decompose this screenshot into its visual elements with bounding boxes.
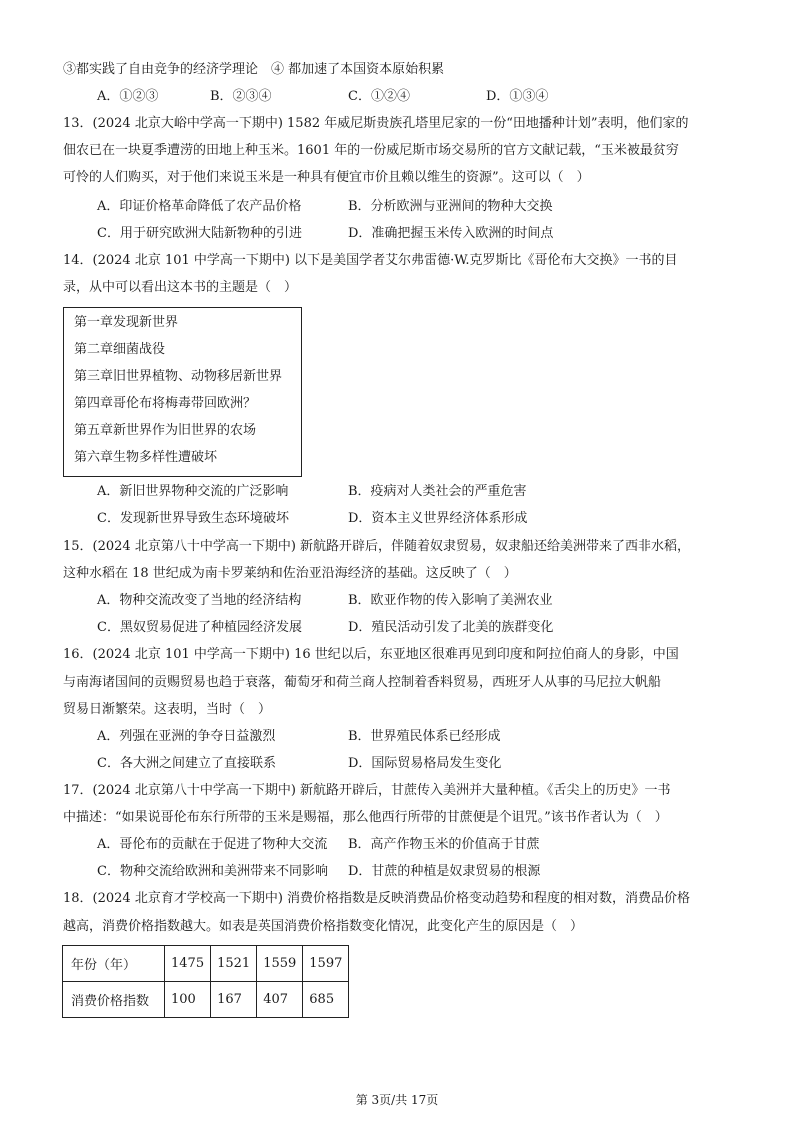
- q16-option-a[interactable]: A．列强在亚洲的争夺日益激烈: [97, 729, 276, 744]
- cpi-cell: 407: [257, 982, 303, 1018]
- row-header-year: 年份（年）: [63, 946, 165, 982]
- q13-option-b[interactable]: B．分析欧洲与亚洲间的物种大交换: [348, 199, 553, 214]
- q14-option-a[interactable]: A．新旧世界物种交流的广泛影响: [97, 484, 289, 499]
- q16-option-b[interactable]: B．世界殖民体系已经形成: [348, 729, 501, 744]
- q14-option-d[interactable]: D．资本主义世界经济体系形成: [348, 511, 528, 526]
- year-cell: 1597: [303, 946, 349, 982]
- q15-text-line-1: 15．(2024 北京第八十中学高一下期中) 新航路开辟后，伴随着奴隶贸易，奴隶船还给美洲带来了西非水稻，: [63, 539, 691, 554]
- q13-text-line-2: 佃农已在一块夏季遭涝的田地上种玉米。1601 年的一份威尼斯市场交易所的官方文献记载，“玉米被最贫穷: [63, 143, 679, 158]
- option-c[interactable]: C．①②④: [348, 89, 410, 104]
- table-of-contents-box: [63, 307, 302, 477]
- q15-option-b[interactable]: B．欧亚作物的传入影响了美洲农业: [348, 593, 553, 608]
- toc-chapter-2: 第二章细菌战役: [74, 342, 166, 357]
- page-footer: 第 3页/共 17页: [355, 1093, 439, 1107]
- option-d[interactable]: D．①③④: [486, 89, 549, 104]
- q13-option-a[interactable]: A．印证价格革命降低了农产品价格: [97, 199, 302, 214]
- toc-chapter-4: 第四章哥伦布将梅毒带回欧洲？: [74, 396, 257, 411]
- q18-text-line-1: 18．(2024 北京育才学校高一下期中) 消费价格指数是反映消费品价格变动趋势和程度的相对数，消费品价格: [63, 891, 691, 906]
- cpi-table: [62, 945, 349, 1018]
- q15-option-a[interactable]: A．物种交流改变了当地的经济结构: [97, 593, 302, 608]
- q13-option-d[interactable]: D．准确把握玉米传入欧洲的时间点: [348, 226, 554, 241]
- q16-text-line-3: 贸易日渐繁荣。这表明，当时（ ）: [63, 702, 272, 717]
- year-cell: 1521: [211, 946, 257, 982]
- statement-line: ③都实践了自由竞争的经济学理论 ④ 都加速了本国资本原始积累: [63, 62, 445, 77]
- toc-chapter-5: 第五章新世界作为旧世界的农场: [74, 423, 257, 438]
- toc-chapter-1: 第一章发现新世界: [74, 315, 179, 330]
- year-cell: 1559: [257, 946, 303, 982]
- cpi-cell: 685: [303, 982, 349, 1018]
- option-a[interactable]: A．①②③: [97, 89, 159, 104]
- q13-text-line-1: 13．(2024 北京大峪中学高一下期中) 1582 年威尼斯贵族孔塔里尼家的一份“田地播种计划”表明，他们家的: [63, 116, 689, 131]
- table-row: [63, 982, 349, 1018]
- year-cell: 1475: [165, 946, 211, 982]
- q16-option-d[interactable]: D．国际贸易格局发生变化: [348, 756, 502, 771]
- q16-option-c[interactable]: C．各大洲之间建立了直接联系: [97, 756, 276, 771]
- q14-text-line-1: 14．(2024 北京 101 中学高一下期中) 以下是美国学者艾尔弗雷德·W.克罗斯比《哥伦布大交换》一书的目: [63, 253, 678, 268]
- q13-option-c[interactable]: C．用于研究欧洲大陆新物种的引进: [97, 226, 302, 241]
- toc-chapter-3: 第三章旧世界植物、动物移居新世界: [74, 369, 283, 384]
- q17-option-b[interactable]: B．高产作物玉米的价值高于甘蔗: [348, 837, 540, 852]
- q17-option-a[interactable]: A．哥伦布的贡献在于促进了物种大交流: [97, 837, 328, 852]
- cpi-cell: 100: [165, 982, 211, 1018]
- toc-chapter-6: 第六章生物多样性遭破坏: [74, 450, 218, 465]
- q17-option-c[interactable]: C．物种交流给欧洲和美洲带来不同影响: [97, 864, 328, 879]
- q17-text-line-2: 中描述：“如果说哥伦布东行所带的玉米是赐福，那么他西行所带的甘蔗便是个诅咒。”该书作者认为（ ）: [63, 810, 668, 825]
- cpi-cell: 167: [211, 982, 257, 1018]
- q17-text-line-1: 17．(2024 北京第八十中学高一下期中) 新航路开辟后，甘蔗传入美洲并大量种植。《舌尖上的历史》一书: [63, 783, 671, 798]
- row-header-cpi: 消费价格指数: [63, 982, 165, 1018]
- q14-option-b[interactable]: B．疫病对人类社会的严重危害: [348, 484, 527, 499]
- q16-text-line-2: 与南海诸国间的贡赐贸易也趋于衰落，葡萄牙和荷兰商人控制着香料贸易，西班牙人从事的马尼拉大帆船: [63, 675, 662, 690]
- q15-option-d[interactable]: D．殖民活动引发了北美的族群变化: [348, 620, 554, 635]
- q17-option-d[interactable]: D．甘蔗的种植是奴隶贸易的根源: [348, 864, 541, 879]
- q14-text-line-2: 录，从中可以看出这本书的主题是（ ）: [63, 280, 298, 295]
- q14-option-c[interactable]: C．发现新世界导致生态环境破坏: [97, 511, 289, 526]
- q16-text-line-1: 16．(2024 北京 101 中学高一下期中) 16 世纪以后，东亚地区很难再见到印度和阿拉伯商人的身影，中国: [63, 647, 679, 662]
- option-b[interactable]: B．②③④: [210, 89, 272, 104]
- table-row: [63, 946, 349, 982]
- q15-option-c[interactable]: C．黑奴贸易促进了种植园经济发展: [97, 620, 302, 635]
- q18-text-line-2: 越高，消费价格指数越大。如表是英国消费价格指数变化情况，此变化产生的原因是（ ）: [63, 919, 584, 934]
- q15-text-line-2: 这种水稻在 18 世纪成为南卡罗莱纳和佐治亚沿海经济的基础。这反映了（ ）: [63, 566, 517, 581]
- q13-text-line-3: 可怜的人们购买，对于他们来说玉米是一种具有便宜市价且赖以维生的资源”。这可以（ ）: [63, 170, 590, 185]
